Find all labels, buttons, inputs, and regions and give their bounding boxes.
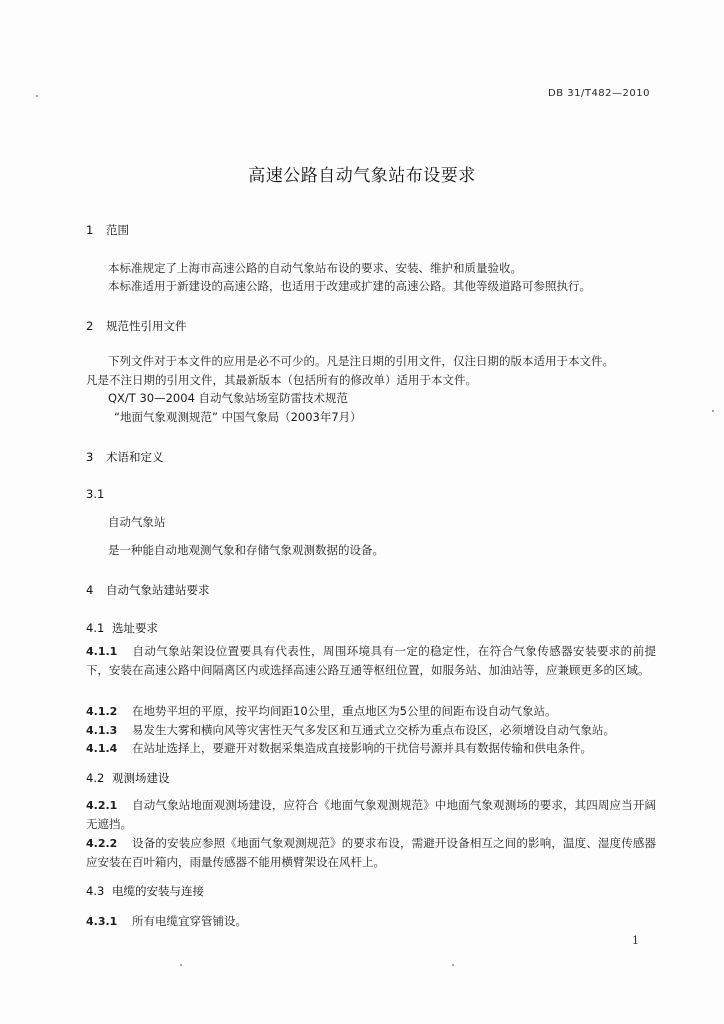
section-2-heading — [86, 318, 187, 334]
clause-4-1-3 — [86, 722, 615, 738]
subsection-title: 电缆的安装与连接 — [112, 884, 204, 898]
clause-4-2-1 — [86, 796, 656, 833]
term-name: 自动气象站 — [108, 515, 166, 529]
clause-text: 易发生大雾和横向风等灾害性天气多发区和互通式立交桥为重点布设区，必须增设自动气象站。 — [132, 723, 615, 737]
subsection-title: 选址要求 — [112, 621, 158, 635]
subsection-4-3-heading — [86, 883, 204, 899]
section-2-paragraph-line-2: 凡是不注日期的引用文件，其最新版本（包括所有的修改单）适用于本文件。 — [86, 373, 477, 387]
scan-speck — [712, 410, 714, 412]
clause-4-3-1 — [86, 913, 247, 929]
subsection-title: 观测场建设 — [112, 771, 170, 785]
section-title: 自动气象站建站要求 — [106, 583, 210, 597]
clause-text: 在站址选择上，要避开对数据采集造成直接影响的干扰信号源并具有数据传输和供电条件。 — [132, 741, 592, 755]
clause-text: 自动气象站地面观测场建设，应符合《地面气象观测规范》中地面气象观测场的要求，其四周应当开阔无遮挡。 — [86, 798, 656, 831]
section-title: 术语和定义 — [106, 450, 164, 464]
clause-text: 在地势平坦的平原，按平均间距10公里，重点地区为5公里的间距布设自动气象站。 — [132, 704, 557, 718]
clause-number: 4.1.4 — [86, 742, 118, 755]
document-title: 高速公路自动气象站布设要求 — [248, 166, 476, 186]
normative-reference-2: “地面气象观测规范” 中国气象局（2003年7月） — [114, 410, 362, 424]
clause-number: 4.2.2 — [86, 837, 118, 850]
section-number: 2 — [86, 319, 94, 333]
clause-4-2-2 — [86, 834, 656, 871]
clause-4-1-4 — [86, 740, 592, 756]
section-1-paragraph-2: 本标准适用于新建设的高速公路，也适用于改建或扩建的高速公路。其他等级道路可参照执行。 — [108, 279, 591, 293]
clause-text: 所有电缆宜穿管铺设。 — [132, 914, 247, 928]
clause-number: 4.3.1 — [86, 915, 118, 928]
clause-number: 4.1.3 — [86, 724, 118, 737]
page-number: 1 — [632, 934, 639, 947]
section-title: 范围 — [106, 223, 129, 237]
subsection-number: 4.3 — [86, 884, 105, 898]
section-number: 1 — [86, 223, 94, 237]
section-3-heading — [86, 449, 164, 465]
clause-number: 4.1.1 — [86, 645, 118, 658]
clause-text: 自动气象站架设位置要具有代表性，周围环境具有一定的稳定性，在符合气象传感器安装要求的前提下，安装在高速公路中间隔离区内或选择高速公路互通等枢纽位置，如服务站、加油站等，应兼顾更多的区域。 — [86, 644, 656, 677]
section-number: 3 — [86, 450, 94, 464]
clause-4-1-1 — [86, 642, 656, 679]
subsection-4-2-heading — [86, 770, 170, 786]
clause-text: 设备的安装应参照《地面气象观测规范》的要求布设，需避开设备相互之间的影响，温度、湿度传感器应安装在百叶箱内，雨量传感器不能用横臂架设在风杆上。 — [86, 836, 656, 869]
section-4-heading — [86, 582, 210, 598]
section-2-paragraph-line-1: 下列文件对于本文件的应用是必不可少的。凡是注日期的引用文件，仅注日期的版本适用于本文件。 — [108, 354, 614, 368]
clause-number: 4.1.2 — [86, 705, 118, 718]
document-code: DB 31/T482—2010 — [548, 88, 650, 99]
scan-speck — [452, 964, 454, 966]
clause-number: 4.2.1 — [86, 799, 118, 812]
subsection-number: 4.1 — [86, 621, 105, 635]
normative-reference-1: QX/T 30—2004 自动气象站场室防雷技术规范 — [108, 391, 349, 405]
subsection-4-1-heading — [86, 620, 158, 636]
scan-speck — [180, 964, 182, 966]
subsection-3-1-number: 3.1 — [86, 487, 105, 501]
section-1-heading — [86, 222, 129, 238]
section-1-paragraph-1: 本标准规定了上海市高速公路的自动气象站布设的要求、安装、维护和质量验收。 — [108, 261, 522, 275]
section-number: 4 — [86, 583, 94, 597]
section-title: 规范性引用文件 — [106, 319, 187, 333]
term-definition: 是一种能自动地观测气象和存储气象观测数据的设备。 — [108, 543, 384, 557]
clause-4-1-2 — [86, 703, 556, 719]
scan-speck — [36, 95, 38, 97]
subsection-number: 4.2 — [86, 771, 105, 785]
